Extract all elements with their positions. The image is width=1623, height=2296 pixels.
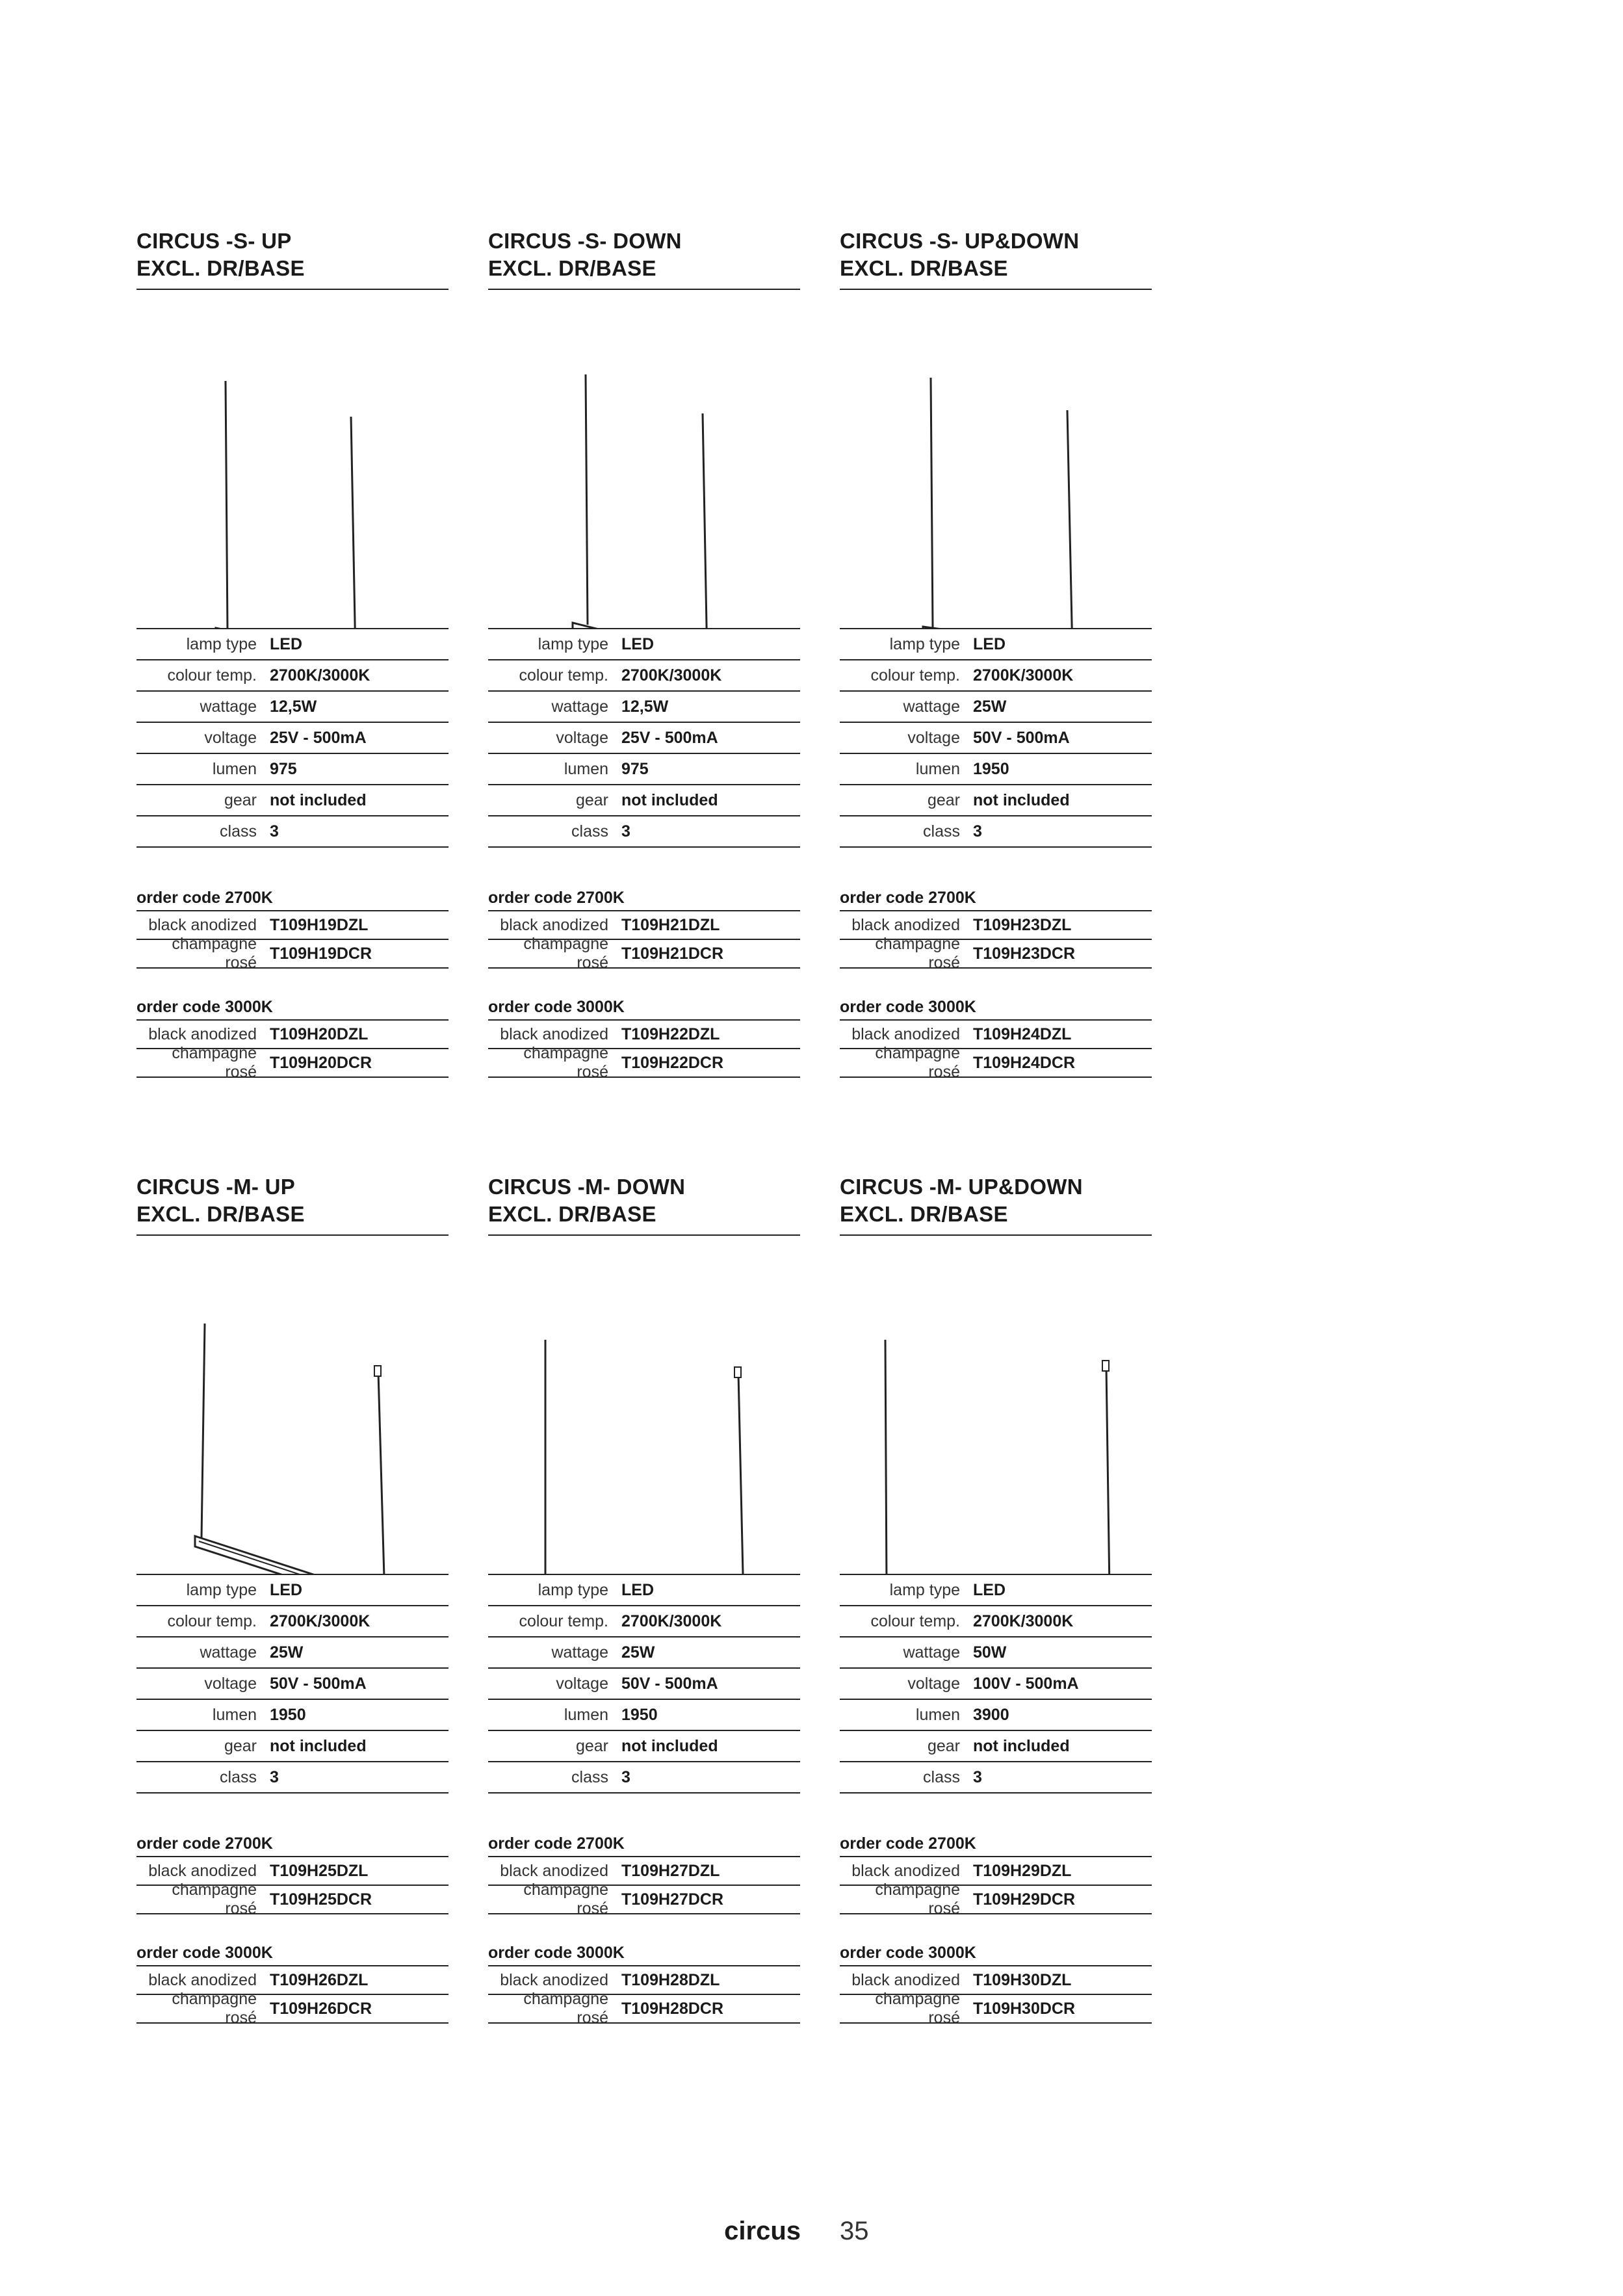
product-title — [136, 228, 448, 290]
finish-label: black anodized — [851, 1970, 960, 1989]
order-code: T109H21DZL — [621, 915, 720, 934]
spec-label: lamp type — [889, 1580, 960, 1599]
spec-value: 1950 — [621, 1705, 658, 1724]
spec-value: 25W — [621, 1643, 655, 1662]
order-code: T109H22DCR — [621, 1053, 724, 1072]
brand-name: circus — [724, 2217, 801, 2245]
order-row — [840, 935, 1152, 972]
spec-value: 2700K/3000K — [270, 666, 370, 685]
spec-label: voltage — [204, 728, 257, 747]
finish-label: champagne rosé — [875, 1990, 960, 2027]
spec-label: wattage — [551, 697, 608, 716]
spec-label: gear — [224, 790, 257, 809]
spec-label: class — [571, 822, 608, 841]
spec-label: colour temp. — [519, 1611, 608, 1630]
spec-row — [840, 785, 1152, 816]
order-code: T109H22DZL — [621, 1024, 720, 1043]
finish-label: black anodized — [148, 1861, 257, 1880]
spec-row — [136, 816, 448, 848]
finish-label: black anodized — [500, 1024, 608, 1043]
order-code-2700k — [840, 885, 1152, 972]
spec-row — [840, 692, 1152, 723]
finish-label: champagne rosé — [172, 1990, 257, 2027]
product-subtitle: EXCL. DR/BASE — [840, 256, 1008, 280]
spec-row — [488, 1762, 800, 1794]
finish-label: champagne rosé — [172, 1881, 257, 1918]
spec-value: 3900 — [973, 1705, 1009, 1724]
spec-label: voltage — [907, 1674, 960, 1693]
spec-row — [840, 1762, 1152, 1794]
spec-value: LED — [973, 1580, 1006, 1599]
spec-value: 1950 — [270, 1705, 306, 1724]
product-image — [488, 1236, 800, 1574]
spec-value: 50W — [973, 1643, 1007, 1662]
order-row — [840, 1044, 1152, 1081]
spec-value: LED — [621, 634, 654, 653]
product-name: CIRCUS -M- DOWN — [488, 1175, 686, 1199]
spec-value: 2700K/3000K — [973, 1611, 1074, 1630]
spec-value: not included — [621, 790, 718, 809]
order-code: T109H28DCR — [621, 1999, 724, 2018]
spec-value: 50V - 500mA — [973, 728, 1070, 747]
product-name: CIRCUS -S- UP — [136, 229, 292, 253]
order-heading: order code 2700K — [136, 885, 448, 911]
spec-label: lamp type — [186, 1580, 257, 1599]
order-heading: order code 2700K — [488, 885, 800, 911]
spec-value: LED — [621, 1580, 654, 1599]
order-code: T109H25DZL — [270, 1861, 369, 1880]
order-code: T109H19DZL — [270, 915, 369, 934]
spec-label: gear — [927, 1736, 960, 1755]
spec-label: voltage — [907, 728, 960, 747]
spec-value: 25V - 500mA — [270, 728, 367, 747]
spec-row — [488, 1731, 800, 1762]
order-heading: order code 2700K — [488, 1831, 800, 1857]
product-circus-m-up — [136, 1173, 448, 2027]
product-name: CIRCUS -S- DOWN — [488, 229, 682, 253]
spec-row — [136, 1606, 448, 1637]
spec-value: 3 — [973, 822, 982, 841]
order-row — [840, 1881, 1152, 1918]
spec-label: gear — [575, 790, 608, 809]
spec-label: lumen — [564, 759, 608, 778]
order-code-3000k — [840, 995, 1152, 1081]
spec-row — [488, 723, 800, 754]
order-heading: order code 3000K — [136, 995, 448, 1021]
order-code: T109H20DCR — [270, 1053, 372, 1072]
spec-label: lumen — [564, 1705, 608, 1724]
spec-row — [136, 1700, 448, 1731]
spec-row — [488, 629, 800, 660]
order-row — [136, 1044, 448, 1081]
spec-row — [488, 1606, 800, 1637]
spec-row — [488, 660, 800, 692]
spec-label: wattage — [200, 697, 257, 716]
product-title — [840, 228, 1152, 290]
finish-label: black anodized — [500, 915, 608, 934]
spec-label: lamp type — [538, 634, 608, 653]
spec-table — [488, 628, 800, 848]
spec-value: LED — [270, 634, 302, 653]
spec-label: lumen — [915, 1705, 960, 1724]
spec-row — [488, 1700, 800, 1731]
product-title — [488, 228, 800, 290]
spec-value: not included — [621, 1736, 718, 1755]
product-image — [840, 1236, 1152, 1574]
order-heading: order code 3000K — [488, 1940, 800, 1966]
product-subtitle: EXCL. DR/BASE — [136, 1202, 305, 1226]
spec-value: 25W — [973, 697, 1007, 716]
product-name: CIRCUS -M- UP&DOWN — [840, 1175, 1083, 1199]
spec-row — [136, 1669, 448, 1700]
spec-row — [136, 723, 448, 754]
order-code: T109H28DZL — [621, 1970, 720, 1989]
finish-label: champagne rosé — [523, 1881, 608, 1918]
spec-row — [840, 1575, 1152, 1606]
product-subtitle: EXCL. DR/BASE — [136, 256, 305, 280]
finish-label: black anodized — [851, 1861, 960, 1880]
order-code: T109H23DCR — [973, 944, 1076, 963]
spec-value: 3 — [270, 1768, 279, 1786]
order-code-2700k — [488, 1831, 800, 1918]
spec-row — [488, 754, 800, 785]
spec-value: 50V - 500mA — [621, 1674, 718, 1693]
spec-value: 2700K/3000K — [270, 1611, 370, 1630]
product-subtitle: EXCL. DR/BASE — [488, 1202, 656, 1226]
luminaire-drawing — [488, 290, 800, 628]
spec-table — [840, 628, 1152, 848]
spec-label: wattage — [200, 1643, 257, 1662]
spec-label: colour temp. — [870, 666, 960, 685]
spec-value: 3 — [621, 1768, 630, 1786]
order-code-3000k — [136, 995, 448, 1081]
order-code: T109H26DZL — [270, 1970, 369, 1989]
spec-label: gear — [575, 1736, 608, 1755]
spec-label: wattage — [903, 1643, 960, 1662]
order-code: T109H19DCR — [270, 944, 372, 963]
order-heading: order code 3000K — [840, 1940, 1152, 1966]
spec-row — [136, 1762, 448, 1794]
spec-value: 12,5W — [270, 697, 317, 716]
order-code-2700k — [136, 885, 448, 972]
spec-value: 2700K/3000K — [621, 666, 722, 685]
spec-value: not included — [270, 1736, 367, 1755]
spec-value: 2700K/3000K — [973, 666, 1074, 685]
order-code: T109H24DZL — [973, 1024, 1072, 1043]
order-code-2700k — [488, 885, 800, 972]
product-image — [136, 1236, 448, 1574]
order-row — [136, 935, 448, 972]
spec-label: lamp type — [186, 634, 257, 653]
order-code: T109H25DCR — [270, 1890, 372, 1909]
spec-row — [136, 660, 448, 692]
spec-row — [136, 1731, 448, 1762]
product-name: CIRCUS -M- UP — [136, 1175, 296, 1199]
spec-row — [840, 629, 1152, 660]
order-code: T109H27DZL — [621, 1861, 720, 1880]
spec-row — [136, 1637, 448, 1669]
order-heading: order code 2700K — [840, 1831, 1152, 1857]
spec-value: 3 — [621, 822, 630, 841]
order-code-3000k — [840, 1940, 1152, 2027]
finish-label: champagne rosé — [523, 1044, 608, 1081]
finish-label: black anodized — [851, 1024, 960, 1043]
spec-label: class — [923, 822, 960, 841]
order-code: T109H20DZL — [270, 1024, 369, 1043]
order-code-3000k — [136, 1940, 448, 2027]
spec-label: colour temp. — [167, 1611, 257, 1630]
spec-row — [840, 1637, 1152, 1669]
spec-row — [840, 754, 1152, 785]
finish-label: black anodized — [148, 1970, 257, 1989]
spec-value: LED — [270, 1580, 302, 1599]
product-circus-s-down — [488, 228, 800, 1081]
spec-value: 1950 — [973, 759, 1009, 778]
order-code: T109H27DCR — [621, 1890, 724, 1909]
order-code: T109H21DCR — [621, 944, 724, 963]
spec-value: 25V - 500mA — [621, 728, 718, 747]
finish-label: black anodized — [851, 915, 960, 934]
finish-label: black anodized — [500, 1970, 608, 1989]
finish-label: champagne rosé — [172, 935, 257, 972]
spec-row — [136, 629, 448, 660]
order-heading: order code 3000K — [488, 995, 800, 1021]
order-code: T109H29DCR — [973, 1890, 1076, 1909]
spec-label: lumen — [915, 759, 960, 778]
spec-label: class — [220, 1768, 257, 1786]
order-code: T109H26DCR — [270, 1999, 372, 2018]
spec-table — [136, 1574, 448, 1794]
spec-label: colour temp. — [519, 666, 608, 685]
order-code: T109H30DCR — [973, 1999, 1076, 2018]
spec-table — [488, 1574, 800, 1794]
finish-label: champagne rosé — [875, 1044, 960, 1081]
spec-row — [488, 816, 800, 848]
spec-row — [136, 754, 448, 785]
finish-label: black anodized — [148, 1024, 257, 1043]
spec-label: class — [571, 1768, 608, 1786]
finish-label: champagne rosé — [523, 935, 608, 972]
product-name: CIRCUS -S- UP&DOWN — [840, 229, 1080, 253]
spec-row — [136, 785, 448, 816]
spec-value: 975 — [621, 759, 649, 778]
finish-label: champagne rosé — [875, 1881, 960, 1918]
spec-value: 50V - 500mA — [270, 1674, 367, 1693]
product-circus-s-updown — [840, 228, 1152, 1081]
spec-value: LED — [973, 634, 1006, 653]
spec-row — [840, 1669, 1152, 1700]
spec-value: 25W — [270, 1643, 304, 1662]
spec-row — [840, 816, 1152, 848]
spec-value: 100V - 500mA — [973, 1674, 1079, 1693]
product-circus-m-updown — [840, 1173, 1152, 2027]
spec-value: not included — [270, 790, 367, 809]
product-circus-m-down — [488, 1173, 800, 2027]
order-heading: order code 2700K — [136, 1831, 448, 1857]
spec-value: 3 — [270, 822, 279, 841]
finish-label: champagne rosé — [523, 1990, 608, 2027]
product-circus-s-up — [136, 228, 448, 1081]
spec-label: class — [923, 1768, 960, 1786]
spec-value: 3 — [973, 1768, 982, 1786]
product-subtitle: EXCL. DR/BASE — [488, 256, 656, 280]
spec-row — [488, 1669, 800, 1700]
finish-label: champagne rosé — [172, 1044, 257, 1081]
order-row — [136, 1990, 448, 2027]
spec-label: lamp type — [538, 1580, 608, 1599]
finish-label: black anodized — [500, 1861, 608, 1880]
spec-label: lamp type — [889, 634, 960, 653]
spec-row — [840, 723, 1152, 754]
spec-label: voltage — [204, 1674, 257, 1693]
spec-row — [840, 1700, 1152, 1731]
product-title — [136, 1173, 448, 1236]
spec-row — [488, 692, 800, 723]
spec-table — [840, 1574, 1152, 1794]
product-image — [840, 290, 1152, 628]
order-code-2700k — [136, 1831, 448, 1918]
spec-row — [488, 1637, 800, 1669]
spec-row — [840, 1606, 1152, 1637]
product-title — [488, 1173, 800, 1236]
spec-label: voltage — [556, 728, 608, 747]
spec-row — [488, 785, 800, 816]
luminaire-drawing — [840, 290, 1152, 628]
luminaire-drawing — [488, 1236, 800, 1574]
spec-value: 2700K/3000K — [621, 1611, 722, 1630]
spec-row — [488, 1575, 800, 1606]
spec-row — [840, 1731, 1152, 1762]
order-row — [488, 935, 800, 972]
order-code: T109H30DZL — [973, 1970, 1072, 1989]
product-image — [136, 290, 448, 628]
spec-value: not included — [973, 790, 1070, 809]
luminaire-drawing — [840, 1236, 1152, 1574]
spec-label: class — [220, 822, 257, 841]
order-heading: order code 3000K — [136, 1940, 448, 1966]
page-footer — [715, 2217, 869, 2249]
spec-label: lumen — [212, 1705, 257, 1724]
order-row — [840, 1990, 1152, 2027]
finish-label: champagne rosé — [875, 935, 960, 972]
spec-label: voltage — [556, 1674, 608, 1693]
order-code-3000k — [488, 995, 800, 1081]
order-row — [488, 1990, 800, 2027]
order-row — [136, 1881, 448, 1918]
spec-row — [136, 1575, 448, 1606]
spec-row — [840, 660, 1152, 692]
spec-label: gear — [224, 1736, 257, 1755]
finish-label: black anodized — [148, 915, 257, 934]
spec-label: wattage — [903, 697, 960, 716]
spec-row — [136, 692, 448, 723]
order-row — [488, 1881, 800, 1918]
spec-value: 975 — [270, 759, 297, 778]
order-code-3000k — [488, 1940, 800, 2027]
order-code: T109H29DZL — [973, 1861, 1072, 1880]
spec-label: gear — [927, 790, 960, 809]
luminaire-drawing — [136, 1236, 448, 1574]
spec-label: colour temp. — [167, 666, 257, 685]
product-image — [488, 290, 800, 628]
order-code: T109H23DZL — [973, 915, 1072, 934]
spec-label: lumen — [212, 759, 257, 778]
product-subtitle: EXCL. DR/BASE — [840, 1202, 1008, 1226]
order-heading: order code 2700K — [840, 885, 1152, 911]
order-code-2700k — [840, 1831, 1152, 1918]
order-row — [488, 1044, 800, 1081]
spec-label: colour temp. — [870, 1611, 960, 1630]
spec-label: wattage — [551, 1643, 608, 1662]
order-code: T109H24DCR — [973, 1053, 1076, 1072]
spec-value: 12,5W — [621, 697, 669, 716]
page-number: 35 — [840, 2217, 869, 2245]
luminaire-drawing — [136, 290, 448, 628]
order-heading: order code 3000K — [840, 995, 1152, 1021]
spec-value: not included — [973, 1736, 1070, 1755]
spec-table — [136, 628, 448, 848]
product-title — [840, 1173, 1152, 1236]
